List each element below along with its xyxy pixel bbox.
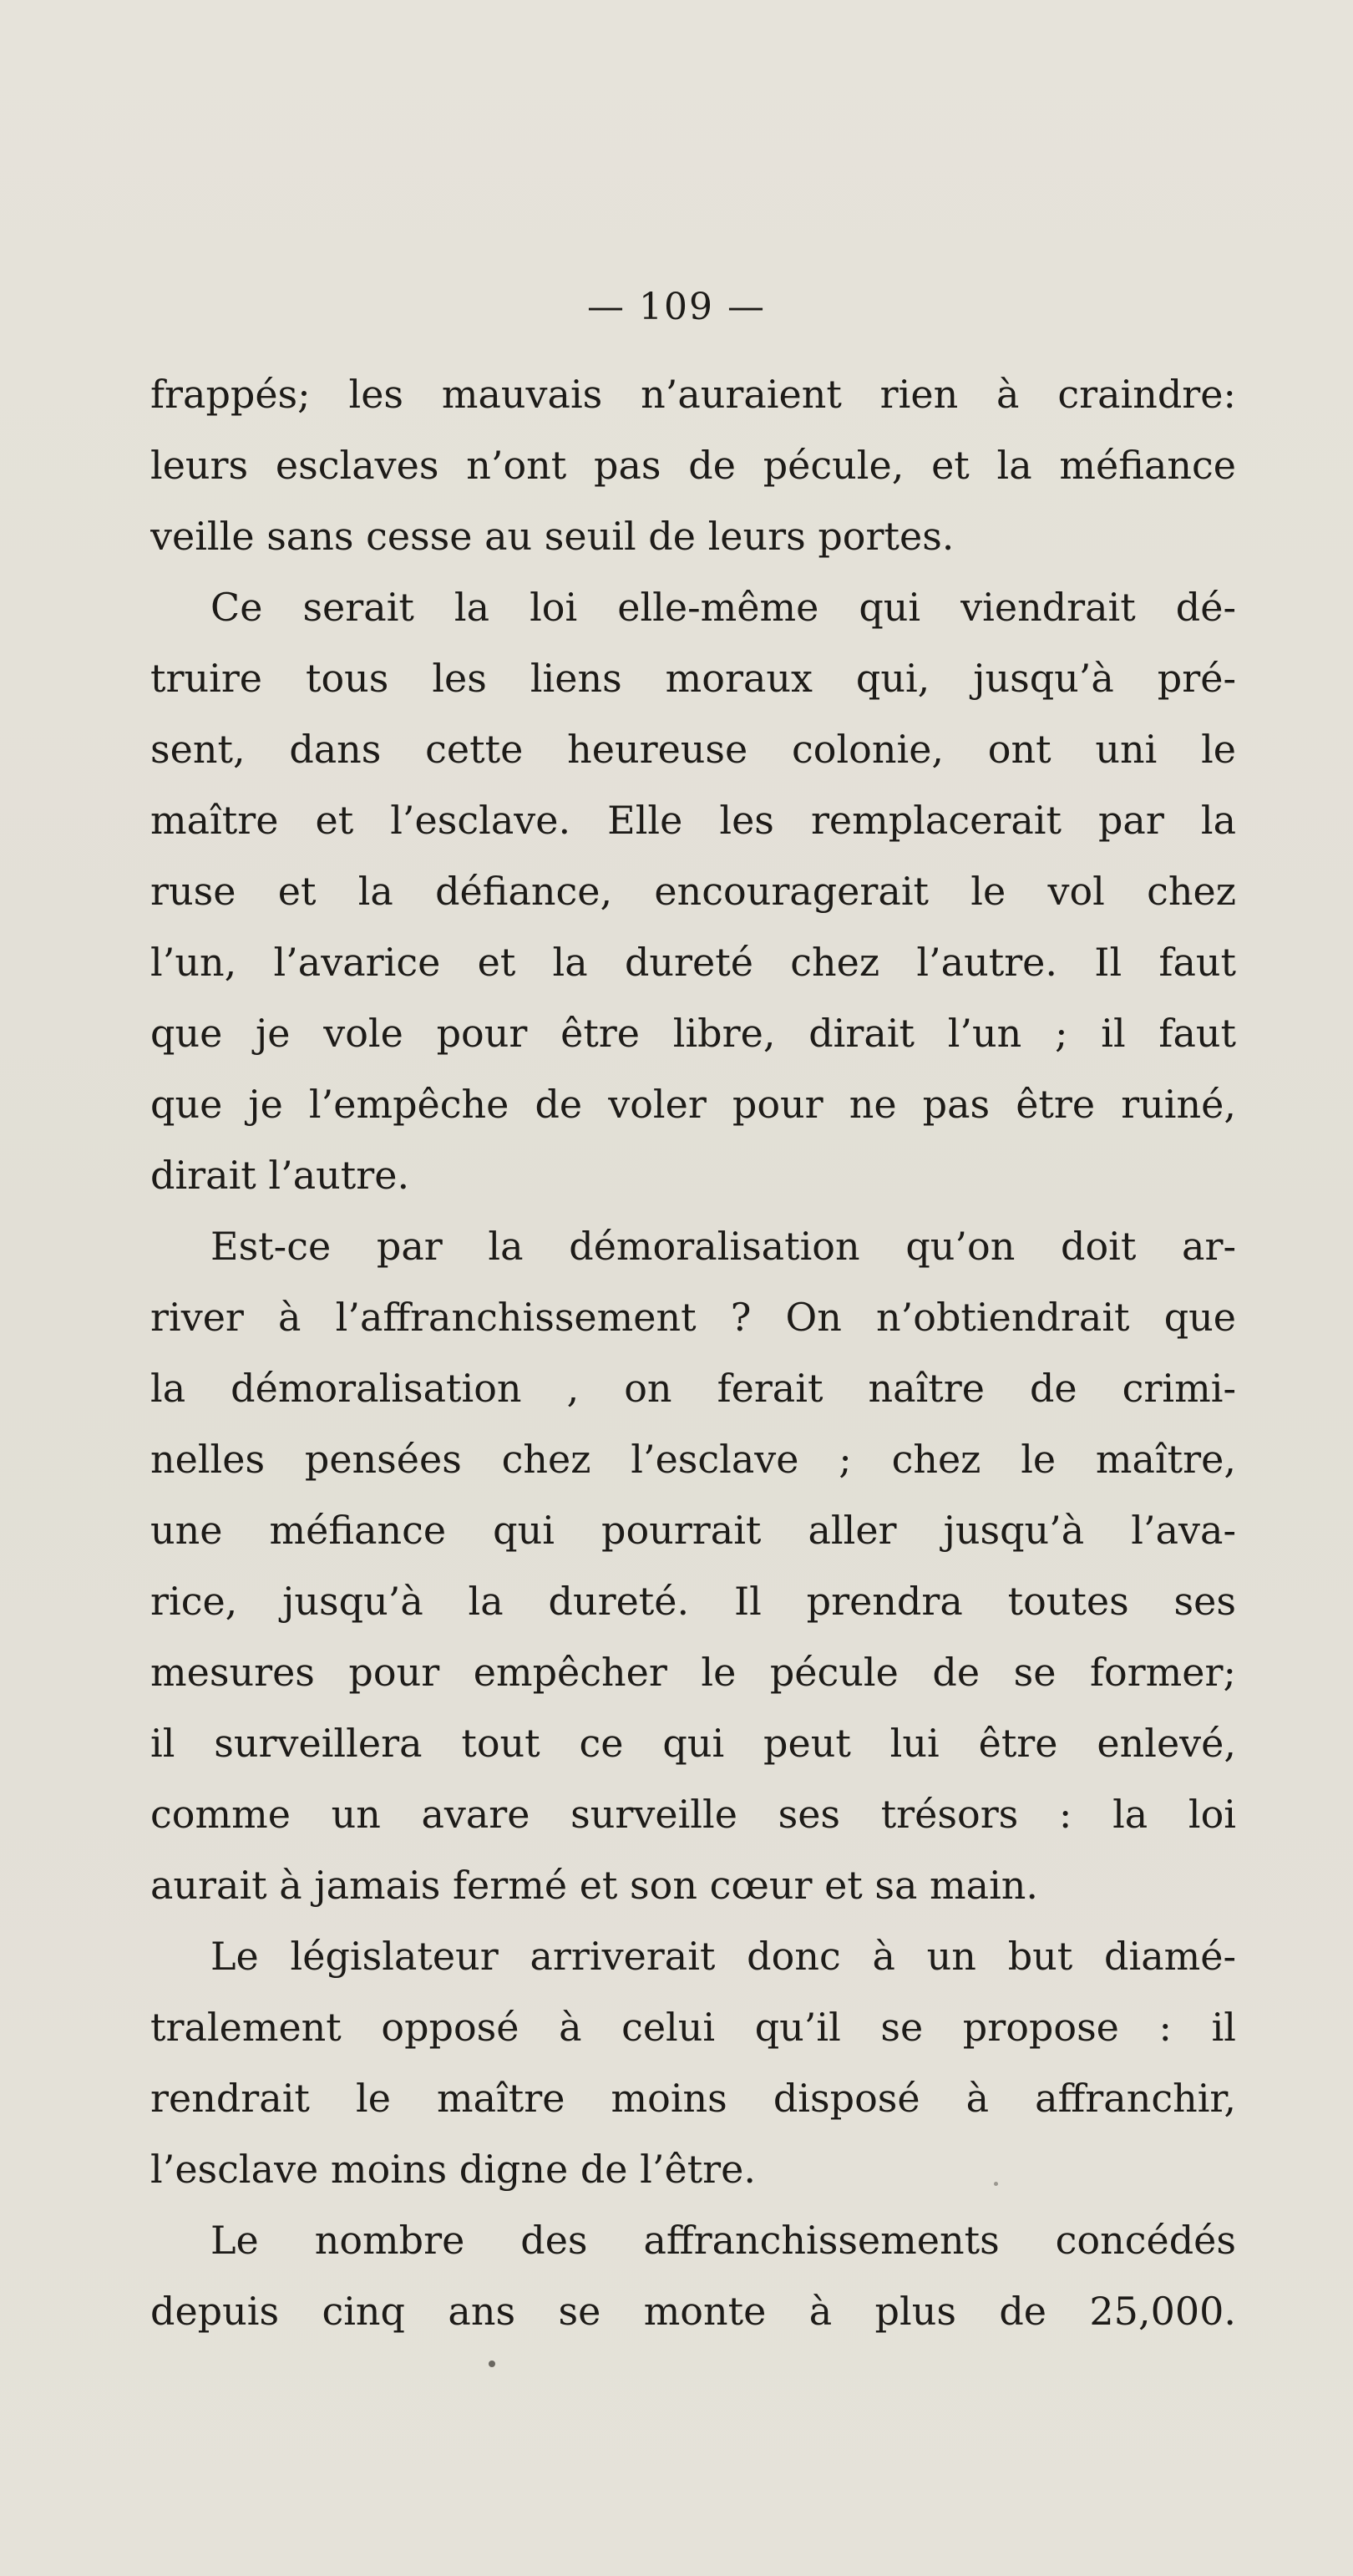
text-line: que je vole pour être libre, dirait l’un ; il faut: [150, 1011, 1236, 1056]
text-line: frappés; les mauvais n’auraient rien à craindre:: [150, 372, 1236, 417]
text-line: sent, dans cette heureuse colonie, ont uni le: [150, 727, 1236, 772]
text-line: Est-ce par la démoralisation qu’on doit ar-: [210, 1224, 1236, 1269]
text-line: rendrait le maître moins disposé à affranchir,: [150, 2076, 1236, 2121]
text-line: Ce serait la loi elle-même qui viendrait dé-: [210, 585, 1236, 630]
text-line: river à l’affranchissement ? On n’obtiendrait que: [150, 1295, 1236, 1340]
text-line: Le nombre des affranchissements concédés: [210, 2218, 1236, 2263]
text-line: aurait à jamais fermé et son cœur et sa main.: [150, 1863, 1039, 1908]
text-line: ruse et la défiance, encouragerait le vol chez: [150, 869, 1236, 914]
text-line: l’esclave moins digne de l’être.: [150, 2147, 757, 2192]
text-line: comme un avare surveille ses trésors : la loi: [150, 1792, 1236, 1837]
text-line: une méfiance qui pourrait aller jusqu’à l’ava-: [150, 1508, 1236, 1553]
text-line: veille sans cesse au seuil de leurs portes.: [150, 514, 955, 559]
page-number-header: — 109 —: [587, 286, 766, 328]
text-line: Le législateur arriverait donc à un but diamé-: [210, 1934, 1236, 1979]
text-line: maître et l’esclave. Elle les remplacerait par la: [150, 798, 1236, 843]
text-line: leurs esclaves n’ont pas de pécule, et la méfiance: [150, 443, 1236, 488]
body-text: [150, 359, 1236, 2347]
text-line: la démoralisation , on ferait naître de crimi-: [150, 1366, 1236, 1411]
text-line: depuis cinq ans se monte à plus de 25,000.: [150, 2289, 1236, 2334]
text-line: dirait l’autre.: [150, 1153, 410, 1198]
text-line: rice, jusqu’à la dureté. Il prendra toutes ses: [150, 1579, 1236, 1624]
text-line: que je l’empêche de voler pour ne pas être ruiné,: [150, 1082, 1236, 1127]
text-line: il surveillera tout ce qui peut lui être enlevé,: [150, 1721, 1236, 1766]
text-line: mesures pour empêcher le pécule de se former;: [150, 1650, 1236, 1695]
paper-speck: [489, 2360, 495, 2367]
text-line: l’un, l’avarice et la dureté chez l’autre. Il faut: [150, 940, 1236, 985]
text-line: truire tous les liens moraux qui, jusqu’à pré-: [150, 656, 1236, 701]
paper-speck: [994, 2182, 998, 2186]
text-line: tralement opposé à celui qu’il se propose : il: [150, 2005, 1236, 2050]
text-line: nelles pensées chez l’esclave ; chez le maître,: [150, 1437, 1236, 1482]
